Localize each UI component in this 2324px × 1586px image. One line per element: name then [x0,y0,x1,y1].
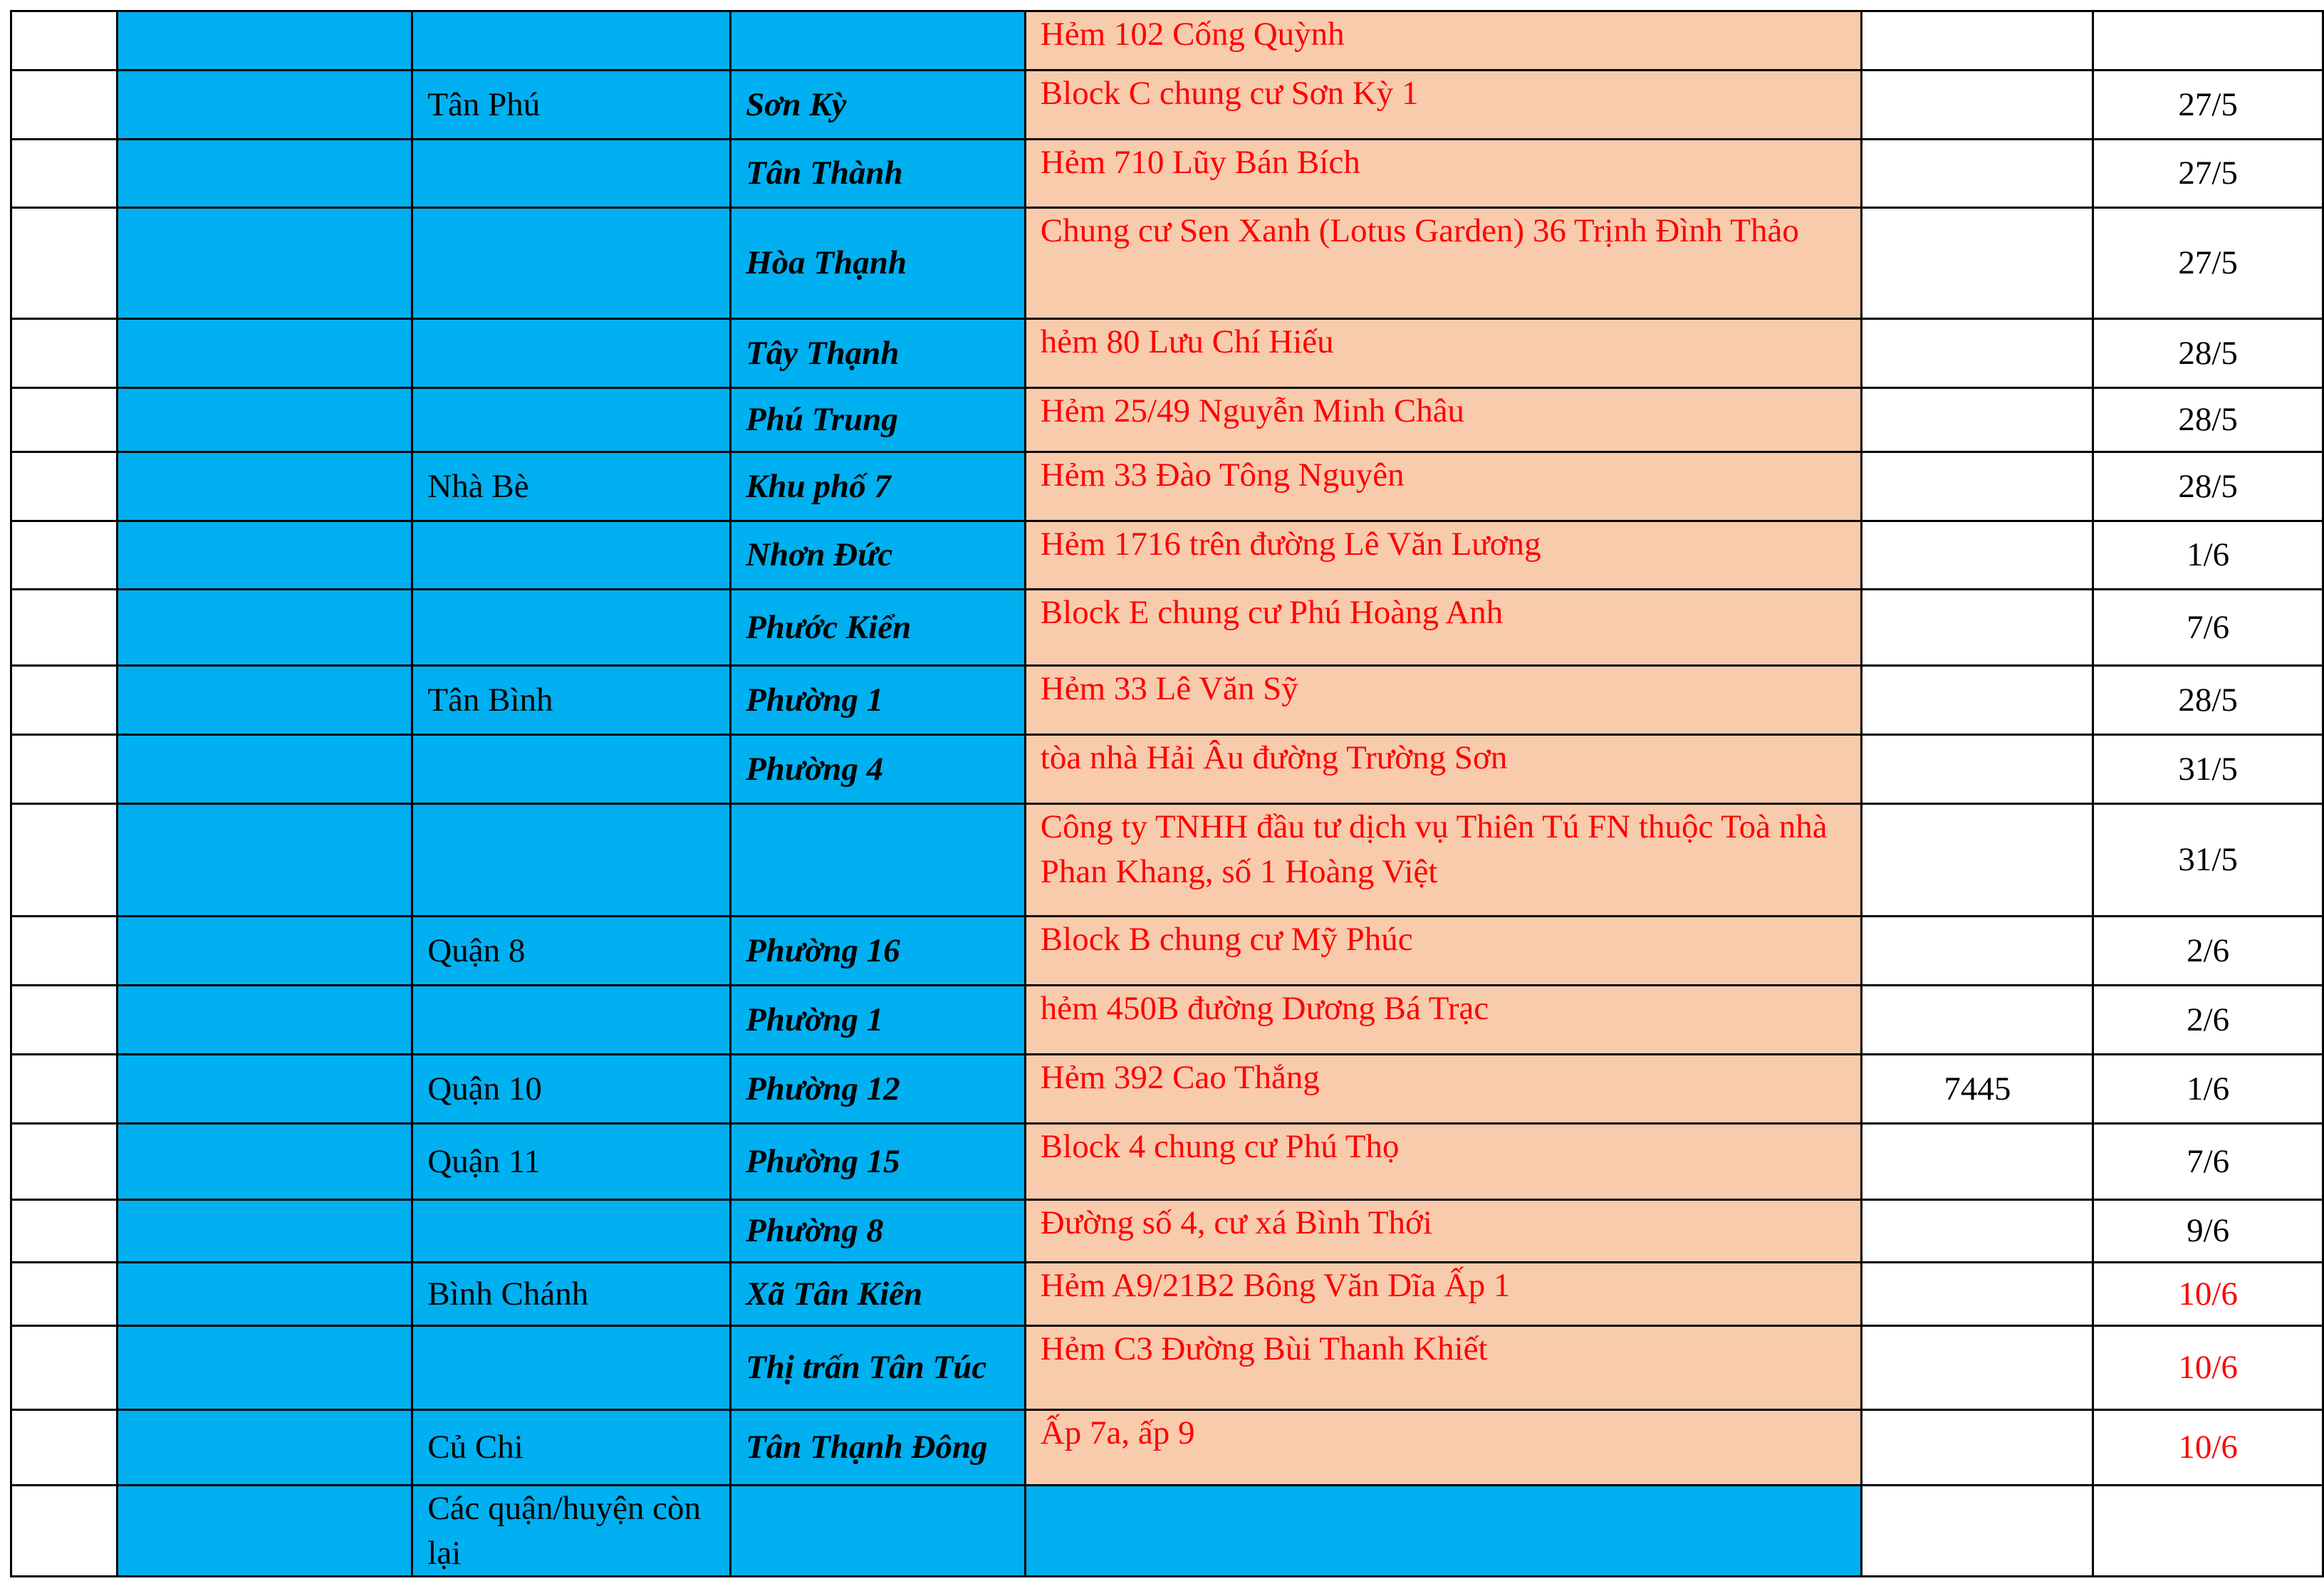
date-cell[interactable]: 9/6 [2093,1200,2323,1263]
address-cell[interactable]: Hẻm 33 Đào Tông Nguyên [1025,452,1862,521]
district-cell[interactable]: Tân Bình [412,666,731,735]
city-cell[interactable] [117,452,412,521]
date-cell[interactable]: 31/5 [2093,735,2323,804]
table-row [11,590,2323,666]
district-cell[interactable] [412,735,731,804]
date-cell[interactable]: 7/6 [2093,1124,2323,1200]
address-cell[interactable]: Block E chung cư Phú Hoàng Anh [1025,590,1862,666]
case-count-cell[interactable] [1862,1200,2093,1263]
case-count-cell[interactable]: 7445 [1862,1055,2093,1124]
ward-cell[interactable]: Phường 12 [731,1055,1026,1124]
ward-cell[interactable]: Phường 1 [731,986,1026,1055]
date-cell[interactable]: 27/5 [2093,71,2323,140]
row-index-cell[interactable] [11,1055,118,1124]
table-row [11,388,2323,452]
table-row [11,140,2323,208]
ward-cell[interactable]: Hòa Thạnh [731,208,1026,319]
row-index-cell[interactable] [11,917,118,986]
table-row [11,1410,2323,1486]
row-index-cell[interactable] [11,1124,118,1200]
district-cell[interactable] [412,140,731,208]
ward-cell[interactable] [731,11,1026,71]
city-cell[interactable] [117,208,412,319]
table-row [11,1326,2323,1410]
district-cell[interactable] [412,521,731,590]
ward-cell[interactable] [731,804,1026,917]
ward-cell[interactable]: Khu phố 7 [731,452,1026,521]
date-cell[interactable]: 27/5 [2093,140,2323,208]
date-cell[interactable]: 28/5 [2093,452,2323,521]
date-cell[interactable]: 27/5 [2093,208,2323,319]
table-row [11,319,2323,388]
city-cell[interactable] [117,71,412,140]
case-count-cell[interactable] [1862,1124,2093,1200]
district-cell[interactable]: Các quận/huyện còn lại [412,1486,731,1577]
district-cell[interactable] [412,388,731,452]
row-index-cell[interactable] [11,986,118,1055]
ward-cell[interactable]: Nhơn Đức [731,521,1026,590]
address-cell[interactable]: Block B chung cư Mỹ Phúc [1025,917,1862,986]
district-cell[interactable]: Quận 8 [412,917,731,986]
date-cell[interactable]: 1/6 [2093,521,2323,590]
row-index-cell[interactable] [11,1200,118,1263]
city-cell[interactable] [117,140,412,208]
case-count-cell[interactable] [1862,1410,2093,1486]
address-cell[interactable]: Hẻm A9/21B2 Bông Văn Dĩa Ấp 1 [1025,1263,1862,1326]
row-index-cell[interactable] [11,804,118,917]
address-cell[interactable]: Hẻm 710 Lũy Bán Bích [1025,140,1862,208]
case-count-cell[interactable] [1862,319,2093,388]
row-index-cell[interactable] [11,666,118,735]
city-cell[interactable] [117,1263,412,1326]
ward-cell[interactable]: Thị trấn Tân Túc [731,1326,1026,1410]
row-index-cell[interactable] [11,1263,118,1326]
date-cell[interactable]: 31/5 [2093,804,2323,917]
table-row [11,208,2323,319]
row-index-cell[interactable] [11,71,118,140]
table-row [11,666,2323,735]
address-cell[interactable]: Đường số 4, cư xá Bình Thới [1025,1200,1862,1263]
case-count-cell[interactable] [1862,11,2093,71]
address-cell[interactable]: Hẻm 25/49 Nguyễn Minh Châu [1025,388,1862,452]
ward-cell[interactable]: Phường 8 [731,1200,1026,1263]
city-cell[interactable] [117,917,412,986]
city-cell[interactable] [117,735,412,804]
date-cell[interactable]: 10/6 [2093,1263,2323,1326]
ward-cell[interactable]: Phường 15 [731,1124,1026,1200]
city-cell[interactable] [117,319,412,388]
row-index-cell[interactable] [11,208,118,319]
case-count-cell[interactable] [1862,590,2093,666]
table-row [11,804,2323,917]
district-cell[interactable]: Quận 10 [412,1055,731,1124]
ward-cell[interactable]: Phường 1 [731,666,1026,735]
district-cell[interactable]: Bình Chánh [412,1263,731,1326]
city-cell[interactable] [117,1055,412,1124]
date-cell[interactable]: 28/5 [2093,666,2323,735]
ward-cell[interactable]: Xã Tân Kiên [731,1263,1026,1326]
ward-cell[interactable]: Phước Kiển [731,590,1026,666]
city-cell[interactable] [117,521,412,590]
address-cell[interactable]: Hẻm 1716 trên đường Lê Văn Lương [1025,521,1862,590]
table-row [11,1263,2323,1326]
ward-cell[interactable]: Tây Thạnh [731,319,1026,388]
date-cell[interactable]: 10/6 [2093,1326,2323,1410]
district-cell[interactable]: Quận 11 [412,1124,731,1200]
ward-cell[interactable]: Tân Thạnh Đông [731,1410,1026,1486]
district-cell[interactable] [412,1326,731,1410]
address-cell[interactable] [1025,1486,1862,1577]
row-index-cell[interactable] [11,388,118,452]
date-cell[interactable]: 10/6 [2093,1410,2323,1486]
date-cell[interactable] [2093,1486,2323,1577]
table-row [11,1055,2323,1124]
ward-cell[interactable]: Phường 4 [731,735,1026,804]
ward-cell[interactable]: Phú Trung [731,388,1026,452]
address-cell[interactable]: hẻm 80 Lưu Chí Hiếu [1025,319,1862,388]
lockdown-locations-table [10,10,2324,1577]
row-index-cell[interactable] [11,1486,118,1577]
address-cell[interactable]: Block 4 chung cư Phú Thọ [1025,1124,1862,1200]
city-cell[interactable] [117,986,412,1055]
case-count-cell[interactable] [1862,452,2093,521]
ward-cell[interactable]: Sơn Kỳ [731,71,1026,140]
case-count-cell[interactable] [1862,986,2093,1055]
district-cell[interactable]: Củ Chi [412,1410,731,1486]
date-cell[interactable] [2093,11,2323,71]
address-cell[interactable]: Chung cư Sen Xanh (Lotus Garden) 36 Trịnh Đình Thảo [1025,208,1862,319]
date-cell[interactable]: 2/6 [2093,986,2323,1055]
row-index-cell[interactable] [11,590,118,666]
ward-cell[interactable]: Tân Thành [731,140,1026,208]
table-row [11,1486,2323,1577]
address-cell[interactable]: Hẻm C3 Đường Bùi Thanh Khiết [1025,1326,1862,1410]
district-cell[interactable]: Tân Phú [412,71,731,140]
case-count-cell[interactable] [1862,1263,2093,1326]
district-cell[interactable]: Nhà Bè [412,452,731,521]
address-cell[interactable]: Ấp 7a, ấp 9 [1025,1410,1862,1486]
city-cell[interactable] [117,1124,412,1200]
case-count-cell[interactable] [1862,917,2093,986]
case-count-cell[interactable] [1862,735,2093,804]
table-row [11,1124,2323,1200]
district-cell[interactable] [412,319,731,388]
case-count-cell[interactable] [1862,208,2093,319]
address-cell[interactable]: Hẻm 392 Cao Thắng [1025,1055,1862,1124]
ward-cell[interactable] [731,1486,1026,1577]
district-cell[interactable] [412,986,731,1055]
table-row [11,521,2323,590]
city-cell[interactable] [117,1486,412,1577]
ward-cell[interactable]: Phường 16 [731,917,1026,986]
case-count-cell[interactable] [1862,140,2093,208]
address-cell[interactable]: Hẻm 102 Cống Quỳnh [1025,11,1862,71]
district-cell[interactable] [412,1200,731,1263]
city-cell[interactable] [117,1200,412,1263]
case-count-cell[interactable] [1862,804,2093,917]
city-cell[interactable] [117,388,412,452]
city-cell[interactable] [117,1410,412,1486]
case-count-cell[interactable] [1862,71,2093,140]
case-count-cell[interactable] [1862,521,2093,590]
date-cell[interactable]: 28/5 [2093,319,2323,388]
address-cell[interactable]: Công ty TNHH đầu tư dịch vụ Thiên Tú FN thuộc Toà nhà Phan Khang, số 1 Hoàng Việt [1025,804,1862,917]
city-cell[interactable] [117,11,412,71]
district-cell[interactable] [412,804,731,917]
row-index-cell[interactable] [11,319,118,388]
date-cell[interactable]: 28/5 [2093,388,2323,452]
date-cell[interactable]: 1/6 [2093,1055,2323,1124]
city-cell[interactable] [117,1326,412,1410]
table-row [11,452,2323,521]
district-cell[interactable] [412,11,731,71]
address-cell[interactable]: tòa nhà Hải Âu đường Trường Sơn [1025,735,1862,804]
city-cell[interactable] [117,804,412,917]
case-count-cell[interactable] [1862,666,2093,735]
date-cell[interactable]: 7/6 [2093,590,2323,666]
table-row [11,1200,2323,1263]
case-count-cell[interactable] [1862,388,2093,452]
city-cell[interactable] [117,590,412,666]
row-index-cell[interactable] [11,1410,118,1486]
row-index-cell[interactable] [11,140,118,208]
table-row [11,11,2323,71]
address-cell[interactable]: hẻm 450B đường Dương Bá Trạc [1025,986,1862,1055]
address-cell[interactable]: Hẻm 33 Lê Văn Sỹ [1025,666,1862,735]
row-index-cell[interactable] [11,1326,118,1410]
row-index-cell[interactable] [11,521,118,590]
case-count-cell[interactable] [1862,1486,2093,1577]
district-cell[interactable] [412,208,731,319]
table-row [11,71,2323,140]
case-count-cell[interactable] [1862,1326,2093,1410]
date-cell[interactable]: 2/6 [2093,917,2323,986]
district-cell[interactable] [412,590,731,666]
table-row [11,986,2323,1055]
address-cell[interactable]: Block C chung cư Sơn Kỳ 1 [1025,71,1862,140]
city-cell[interactable] [117,666,412,735]
row-index-cell[interactable] [11,11,118,71]
table-row [11,735,2323,804]
row-index-cell[interactable] [11,735,118,804]
table-row [11,917,2323,986]
row-index-cell[interactable] [11,452,118,521]
